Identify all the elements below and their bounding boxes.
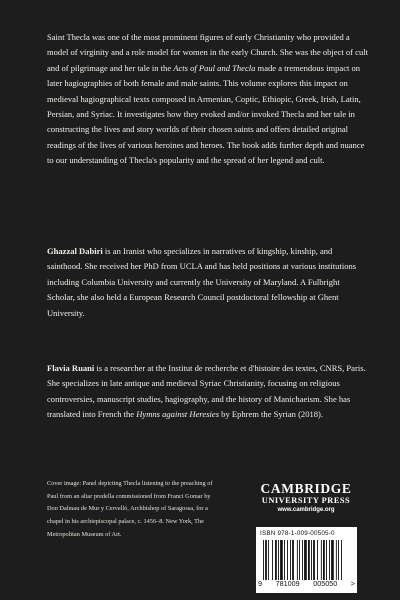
barcode-digit-group-2: 005050 bbox=[313, 579, 338, 588]
author-bio-text-ruani-b: by Ephrem the Syrian (2018). bbox=[219, 409, 323, 420]
publisher-logo bbox=[256, 482, 356, 515]
description-text-a: Saint Thecla was one of the most prominent figures of early Christianity who provided a model of virginity and a role model for women in the early Church. She was the object of cult and of pilgrimage and her tale in the bbox=[47, 32, 368, 73]
author-bio-ruani bbox=[47, 361, 369, 423]
author-name-ruani: Flavia Ruani bbox=[47, 363, 95, 373]
author-bio-text-ruani-a: is a researcher at the Institut de recherche et d'histoire des textes, CNRS, Paris. She specializes in late antique and medieval Syriac Christianity, focusing on religious controversies, manuscript studies, hagiography, and the history of Manichaeism. She has translated into French the bbox=[47, 363, 366, 420]
barcode-digit-end: > bbox=[350, 579, 355, 588]
barcode-digit-group-1: 781009 bbox=[275, 579, 300, 588]
cover-image-caption: Cover image: Panel depicting Thecla listening to the preaching of Paul from an altar predella commissioned from Franci Gomar by Don Dalmau de Mur y Cervelló, Archbishop of Saragossa, for a chapel in his archiepiscopal palace, c. 1456–8. New York, The Metropolitan Museum of Art. bbox=[47, 480, 213, 538]
author-bio-dabiri bbox=[47, 244, 369, 321]
publisher-subtitle: UNIVERSITY PRESS bbox=[261, 496, 351, 505]
hymns-title: Hymns against Heresies bbox=[136, 409, 220, 420]
author-name-dabiri: Ghazzal Dabiri bbox=[47, 246, 103, 256]
description-paragraph bbox=[47, 30, 369, 169]
publisher-name: CAMBRIDGE bbox=[260, 481, 352, 496]
publisher-url: www.cambridge.org bbox=[277, 507, 335, 513]
barcode-icon bbox=[263, 540, 351, 580]
author-bio-text-dabiri: is an Iranist who specializes in narratives of kingship, kinship, and sainthood. She received her PhD from UCLA and has held positions at various institutions including Columbia University and currently the University of Maryland. A Fulbright Scholar, she also held a European Research Council postdoctoral fellowship at Ghent University. bbox=[47, 246, 357, 318]
isbn-label: ISBN 978-1-009-00505-0 bbox=[260, 530, 335, 537]
acts-title: Acts of Paul and Thecla bbox=[173, 62, 256, 73]
description-text-b: made a tremendous impact on later hagiographies of both female and male saints. This volume explores this impact on medieval hagiographical texts composed in Armenian, Coptic, Ethiopic, Greek, Irish, Latin, Persian, and Syriac. It investigates how they evoked and/or invoked Thecla and her tale in constructing the lives and story worlds of their chosen saints and offers detailed original readings of the lives of various heroines and heroes. The book adds further depth and nuance to our understanding of Thecla's popularity and the spread of her legend and cult. bbox=[47, 62, 365, 166]
barcode-digit-lead: 9 bbox=[258, 579, 262, 588]
isbn-barcode bbox=[256, 527, 357, 593]
barcode-digits bbox=[258, 579, 355, 588]
